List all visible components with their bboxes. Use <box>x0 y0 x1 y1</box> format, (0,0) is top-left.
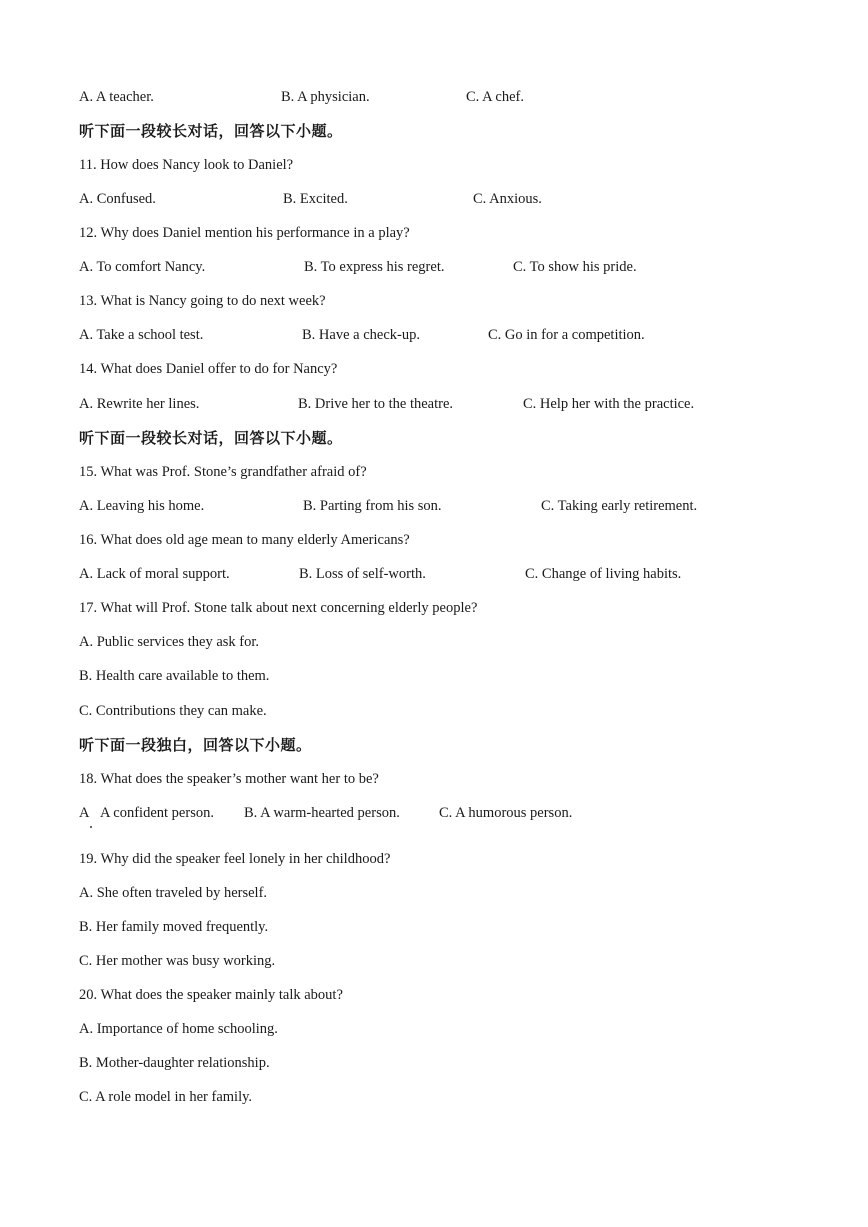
q11-option-a: A. Confused. <box>79 191 156 207</box>
q15-option-b: B. Parting from his son. <box>303 498 442 514</box>
q20-option-a: A. Importance of home schooling. <box>79 1021 278 1037</box>
q14-option-a: A. Rewrite her lines. <box>79 396 200 412</box>
stray-dot-mark <box>90 826 92 828</box>
q17-option-b: B. Health care available to them. <box>79 668 270 684</box>
q11-option-c: C. Anxious. <box>473 191 542 207</box>
q18-option-a: A confident person. <box>100 805 214 821</box>
section-heading-1: 听下面一段较长对话，回答以下小题。 <box>79 122 343 140</box>
q15-question: 15. What was Prof. Stone’s grandfather afraid of? <box>79 464 367 480</box>
q14-question: 14. What does Daniel offer to do for Nancy? <box>79 361 338 377</box>
q19-option-b: B. Her family moved frequently. <box>79 919 269 935</box>
q10-option-b: B. A physician. <box>281 89 370 105</box>
q13-option-c: C. Go in for a competition. <box>488 327 645 343</box>
q18-option-c: C. A humorous person. <box>439 805 573 821</box>
section-heading-3: 听下面一段独白，回答以下小题。 <box>79 736 312 754</box>
q18-option-a-letter: A <box>79 805 90 821</box>
q20-question: 20. What does the speaker mainly talk about? <box>79 987 343 1003</box>
q17-option-c: C. Contributions they can make. <box>79 703 267 719</box>
q14-option-c: C. Help her with the practice. <box>523 396 695 412</box>
q15-option-c: C. Taking early retirement. <box>541 498 698 514</box>
q17-question: 17. What will Prof. Stone talk about next concerning elderly people? <box>79 600 478 616</box>
q20-option-b: B. Mother-daughter relationship. <box>79 1055 270 1071</box>
q19-option-c: C. Her mother was busy working. <box>79 953 276 969</box>
q10-option-c: C. A chef. <box>466 89 524 105</box>
q19-option-a: A. She often traveled by herself. <box>79 885 268 901</box>
q12-question: 12. Why does Daniel mention his performance in a play? <box>79 225 410 241</box>
q18-option-b: B. A warm-hearted person. <box>244 805 400 821</box>
q13-option-b: B. Have a check-up. <box>302 327 420 343</box>
q20-option-c: C. A role model in her family. <box>79 1089 253 1105</box>
q15-option-a: A. Leaving his home. <box>79 498 205 514</box>
q13-option-a: A. Take a school test. <box>79 327 204 343</box>
q16-option-c: C. Change of living habits. <box>525 566 682 582</box>
q17-option-a: A. Public services they ask for. <box>79 634 260 650</box>
q16-question: 16. What does old age mean to many elderly Americans? <box>79 532 410 548</box>
section-heading-2: 听下面一段较长对话，回答以下小题。 <box>79 429 343 447</box>
q14-option-b: B. Drive her to the theatre. <box>298 396 454 412</box>
q10-option-a: A. A teacher. <box>79 89 154 105</box>
q12-option-c: C. To show his pride. <box>513 259 637 275</box>
q12-option-b: B. To express his regret. <box>304 259 445 275</box>
q18-question: 18. What does the speaker’s mother want her to be? <box>79 771 379 787</box>
q13-question: 13. What is Nancy going to do next week? <box>79 293 326 309</box>
q11-question: 11. How does Nancy look to Daniel? <box>79 157 294 173</box>
q16-option-b: B. Loss of self-worth. <box>299 566 426 582</box>
q12-option-a: A. To comfort Nancy. <box>79 259 206 275</box>
q11-option-b: B. Excited. <box>283 191 348 207</box>
q16-option-a: A. Lack of moral support. <box>79 566 230 582</box>
q19-question: 19. Why did the speaker feel lonely in her childhood? <box>79 851 391 867</box>
